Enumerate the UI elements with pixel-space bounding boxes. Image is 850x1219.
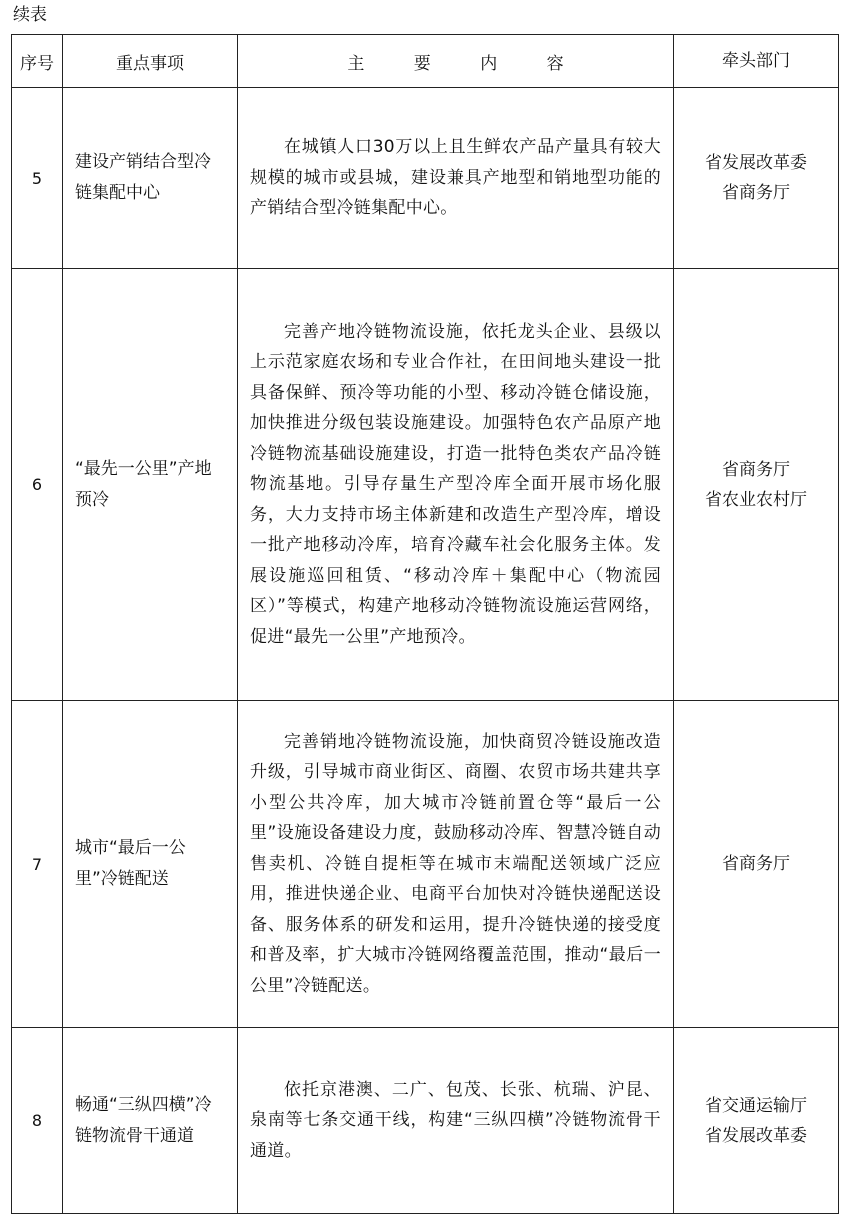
dept-name: 省商务厅: [722, 459, 790, 480]
dept-name: 省交通运输厅: [705, 1095, 807, 1116]
table-row: [12, 1028, 839, 1214]
table-header-row: [12, 35, 839, 88]
row-content-text: 依托京港澳、二广、包茂、长张、杭瑞、沪昆、泉南等七条交通干线，构建“三纵四横”冷链物流骨干通道。: [250, 1079, 661, 1161]
header-content: [238, 35, 674, 88]
row-dept: [674, 701, 839, 1028]
row-item-text: 城市“最后一公里”冷链配送: [75, 838, 186, 889]
row-content-text: 在城镇人口30万以上且生鲜农产品产量具有较大规模的城市或县城，建设兼具产地型和销地型功能的产销结合型冷链集配中心。: [250, 137, 661, 219]
row-num: 7: [12, 701, 63, 1028]
key-tasks-table: [11, 34, 839, 1214]
table-row: [12, 88, 839, 269]
row-dept: [674, 269, 839, 701]
row-content: [238, 1028, 674, 1214]
dept-name: 省农业农村厅: [705, 489, 807, 510]
row-item: [63, 1028, 238, 1214]
row-num: 5: [12, 88, 63, 269]
dept-name: 省商务厅: [722, 854, 790, 874]
header-content-label: 主 要 内 容: [347, 53, 586, 74]
row-item: [63, 701, 238, 1028]
row-dept: [674, 88, 839, 269]
header-dept: 牵头部门: [674, 35, 839, 88]
row-item-text: 畅通“三纵四横”冷链物流骨干通道: [75, 1094, 212, 1146]
header-item: 重点事项: [63, 35, 238, 88]
table-row: [12, 269, 839, 701]
dept-name: 省商务厅: [722, 183, 790, 203]
row-content: [238, 701, 674, 1028]
row-content: [238, 88, 674, 269]
row-item-text: 建设产销结合型冷链集配中心: [75, 152, 211, 203]
row-dept: [674, 1028, 839, 1214]
table-row: [12, 701, 839, 1028]
row-item-text: “最先一公里”产地预冷: [75, 458, 212, 510]
header-num: 序号: [12, 35, 63, 88]
row-num: 6: [12, 269, 63, 701]
row-content-text: 完善销地冷链物流设施，加快商贸冷链设施改造升级，引导城市商业街区、商圈、农贸市场共建共享小型公共冷库，加大城市冷链前置仓等“最后一公里”设施设备建设力度，鼓励移动冷库、智慧冷链自动售卖机、冷链自提柜等在城市末端配送领域广泛应用，推进快递企业、电商平台加快对冷链快递配送设备、服务体系的研发和运用，提升冷链快递的接受度和普及率，扩大城市冷链网络覆盖范围，推动“最后一公里”冷链配送。: [250, 731, 661, 996]
row-item: [63, 269, 238, 701]
row-item: [63, 88, 238, 269]
dept-name: 省发展改革委: [705, 153, 807, 173]
row-content: [238, 269, 674, 701]
table-caption: 续表: [13, 5, 47, 25]
dept-name: 省发展改革委: [705, 1125, 807, 1146]
row-num: 8: [12, 1028, 63, 1214]
row-content-text: 完善产地冷链物流设施，依托龙头企业、县级以上示范家庭农场和专业合作社，在田间地头建设一批具备保鲜、预冷等功能的小型、移动冷链仓储设施，加快推进分级包装设施建设。加强特色农产品原产地冷链物流基础设施建设，打造一批特色类农产品冷链物流基地。引导存量生产型冷库全面开展市场化服务，大力支持市场主体新建和改造生产型冷库，增设一批产地移动冷库，培育冷藏车社会化服务主体。发展设施巡回租赁、“移动冷库＋集配中心（物流园区）”等模式，构建产地移动冷链物流设施运营网络，促进“最先一公里”产地预冷。: [250, 321, 661, 647]
